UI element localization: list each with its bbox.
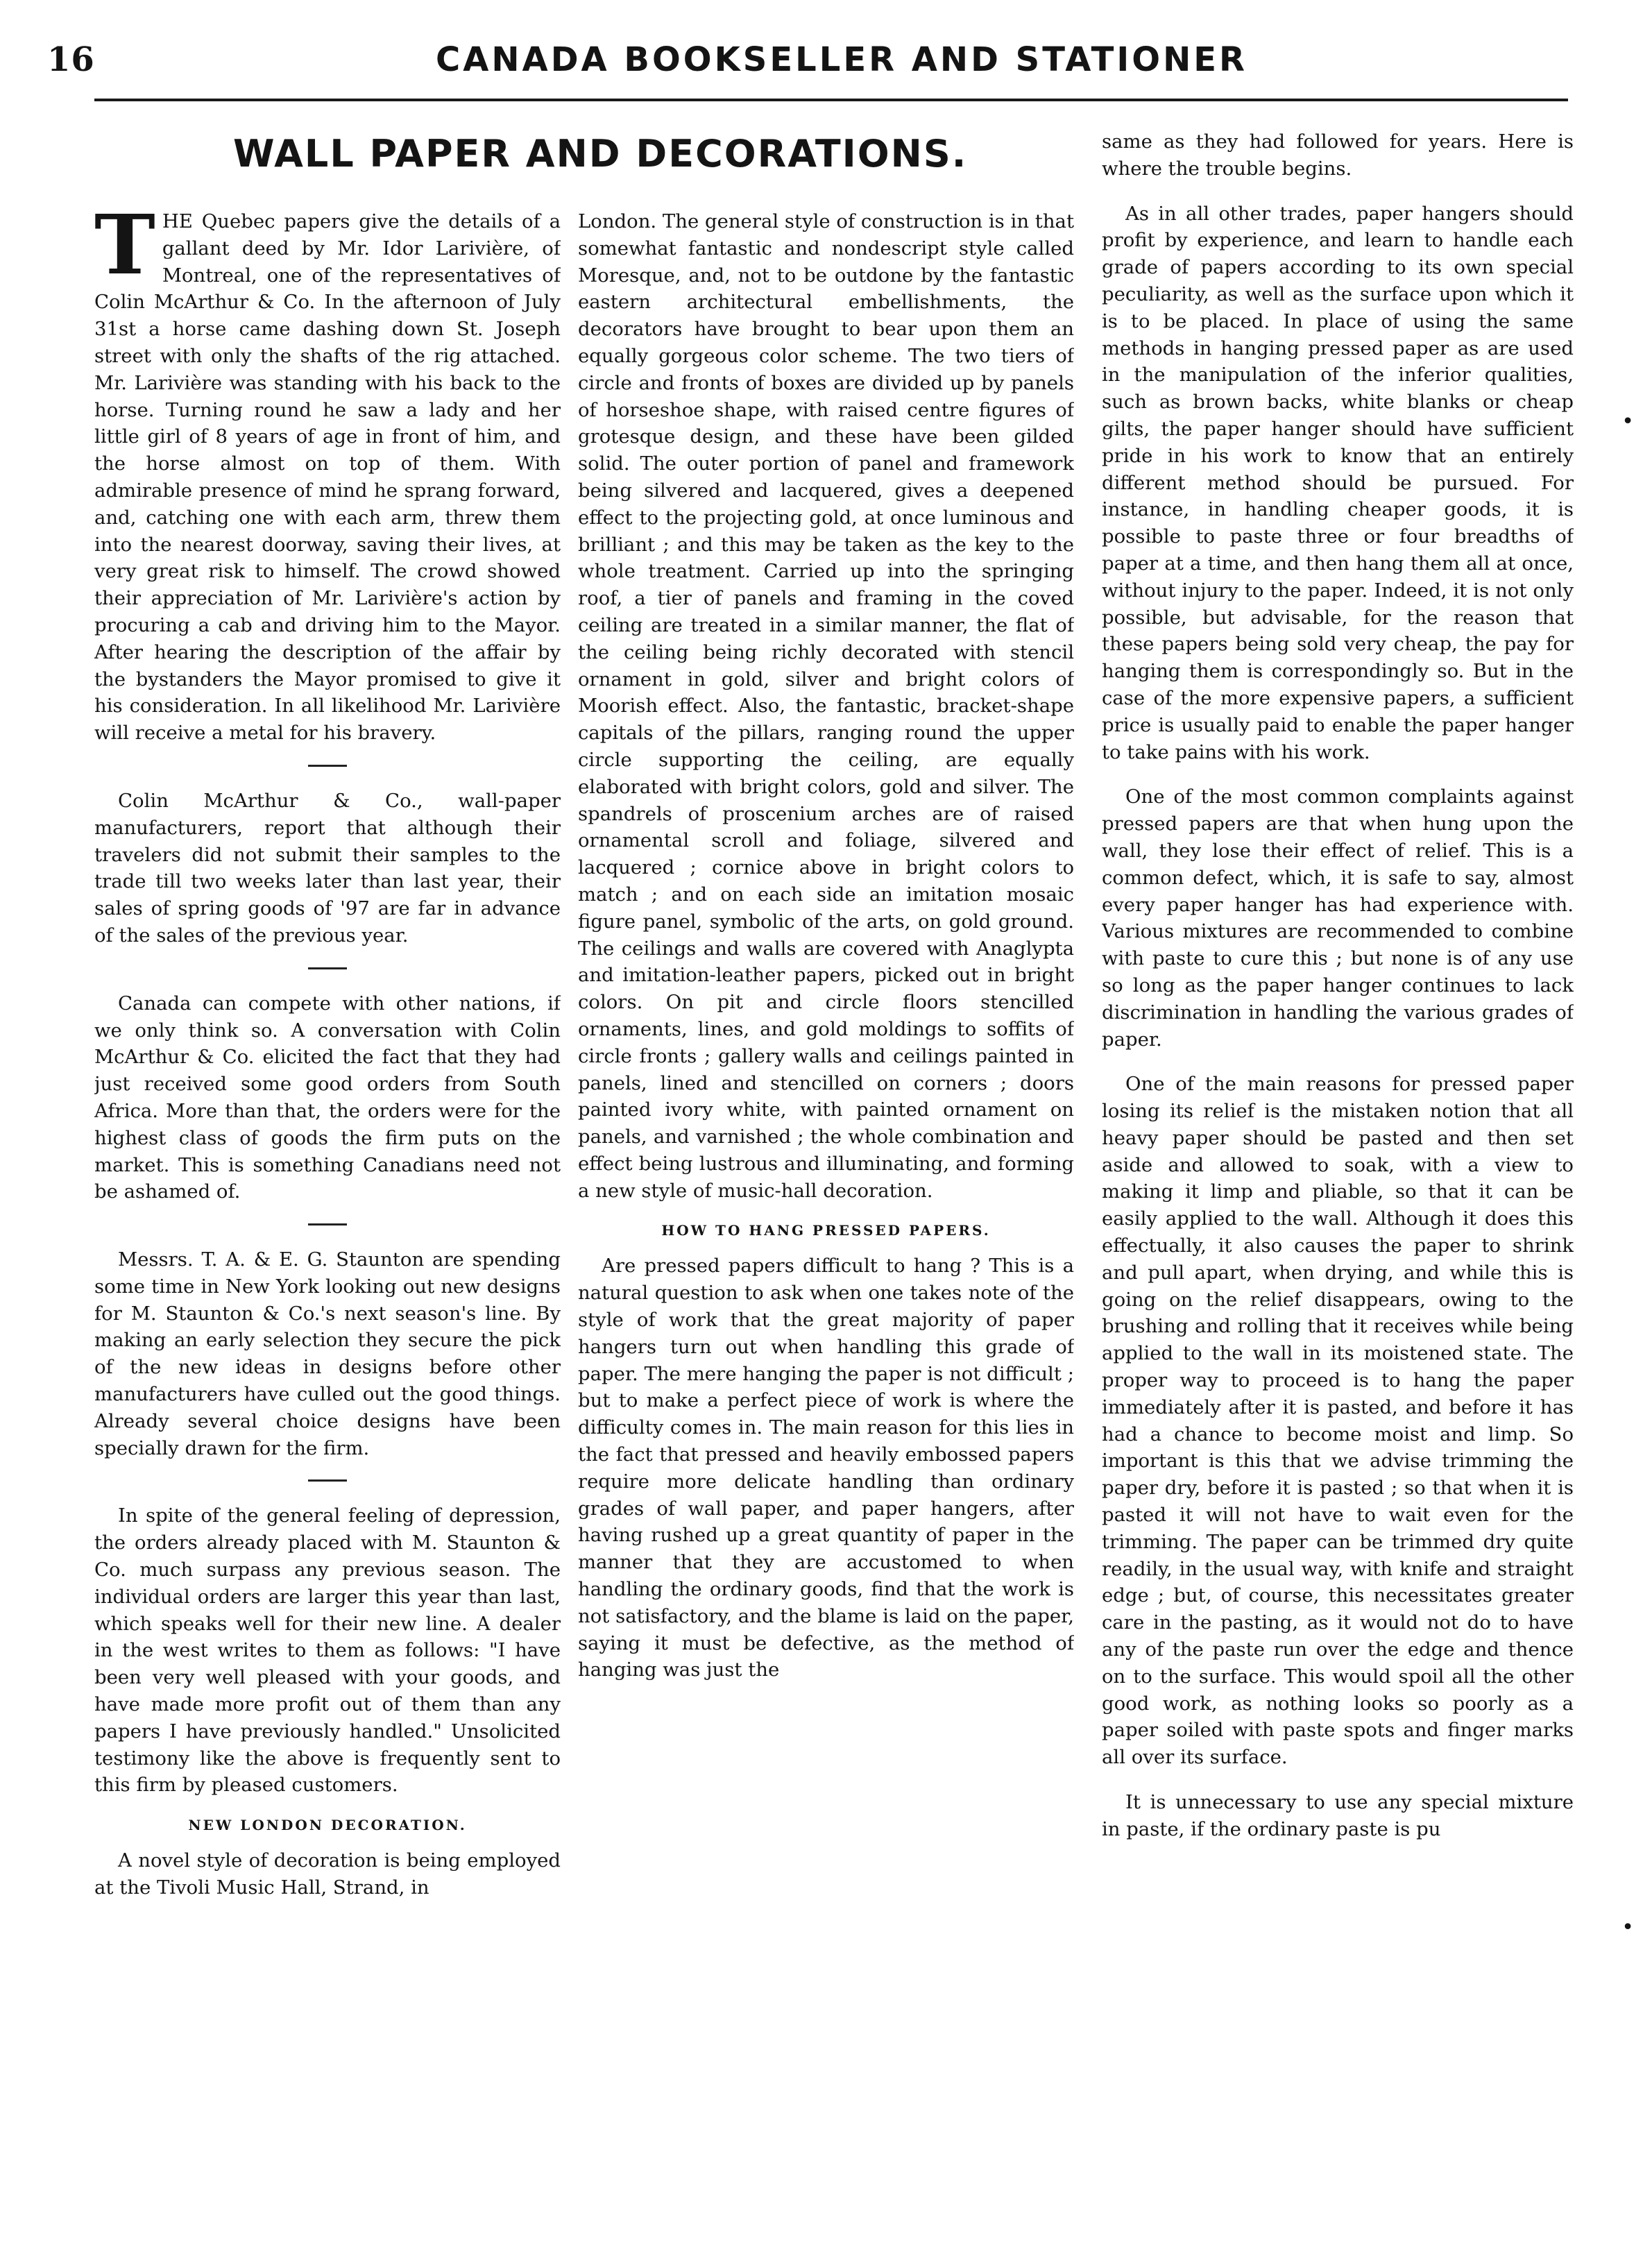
article-title: WALL PAPER AND DECORATIONS. <box>233 132 968 176</box>
section-separator <box>308 967 347 969</box>
section-subheading: NEW LONDON DECORATION. <box>188 1817 467 1834</box>
paragraph: A novel style of decoration is being employed at the Tivoli Music Hall, Strand, in <box>94 1849 561 1899</box>
column-left <box>94 208 561 2207</box>
paragraph: As in all other trades, paper hangers should profit by experience, and learn to handle each grade of papers according to its own special peculiarity, as well as the surface upon which it is to be placed. In place of using the same methods in hanging pressed paper as are used in the manipulation of the inferior qualities, such as brown backs, white blanks or cheap gilts, the paper hanger should have sufficient pride in his work to know that an entirely different method should be pursued. For instance, in handling cheaper goods, it is possible to paste three or four breadths of paper at a time, and then hang them all at once, without injury to the paper. Indeed, it is not only possible, but advisable, for the reason that these papers being sold very cheap, the pay for hanging them is correspondingly so. But in the case of the more expensive papers, a sufficient price is usually paid to enable the paper hanger to take pains with his work. <box>1102 202 1574 763</box>
section-separator <box>308 1223 347 1225</box>
column-middle <box>578 208 1074 2207</box>
header-rule <box>94 99 1568 101</box>
page-header <box>47 40 1574 90</box>
paragraph: In spite of the general feeling of depression, the orders already placed with M. Staunton & Co. much surpass any previous season. The individual orders are larger this year than last, which speaks well for their new line. A dealer in the west writes to them as follows: "I have been very well pleased with your goods, and have made more profit out of them than any papers I have previously handled." Unsolicited testimony like the above is frequently sent to this firm by pleased customers. <box>94 1504 561 1797</box>
paragraph: It is unnecessary to use any special mixture in paste, if the ordinary paste is pu <box>1102 1791 1574 1840</box>
section-separator <box>308 765 347 767</box>
paragraph: Are pressed papers difficult to hang ? This is a natural question to ask when one takes note of the style of work that the great majority of paper hangers turn out when handling this grade of paper. The mere hanging the paper is not difficult ; but to make a perfect piece of work is where the difficulty comes in. The main reason for this lies in the fact that pressed and heavily embossed papers require more delicate handling than ordinary grades of wall paper, and paper hangers, after having rushed up a great quantity of paper in the manner that they are accustomed to when handling the ordinary goods, find that the work is not satisfactory, and the blame is laid on the paper, saying it must be defective, as the method of hanging was just the <box>578 1255 1074 1681</box>
margin-speck: • <box>1621 1915 1634 1940</box>
paragraph: Messrs. T. A. & E. G. Staunton are spending some time in New York looking out new designs for M. Staunton & Co.'s next season's line. By making an early selection they secure the pick of the new ideas in designs before other manufacturers have culled out the good things. Already several choice designs have been specially drawn for the firm. <box>94 1248 561 1459</box>
column-right <box>1102 128 1574 2203</box>
margin-speck: • <box>1621 409 1634 434</box>
drop-cap: T <box>94 208 155 293</box>
paragraph: London. The general style of construction is in that somewhat fantastic and nondescript style called Moresque, and, not to be outdone by the fantastic eastern architectural embellishments, the decorators have brought to bear upon them an equally gorgeous color scheme. The two tiers of circle and fronts of boxes are divided up by panels of horseshoe shape, with raised centre figures of grotesque design, and these have been gilded solid. The outer portion of panel and framework being silvered and lacquered, gives a deepened effect to the projecting gold, at once luminous and brilliant ; and this may be taken as the key to the whole treatment. Carried up into the springing roof, a tier of panels and framing in the coved ceiling are treated in a similar manner, the flat of the ceiling being richly decorated with stencil ornament in gold, silver and bright colors of Moorish effect. Also, the fantastic, bracket-shape capitals of the pillars, ranging round the upper circle supporting the ceiling, are equally elaborated with bright colors, gold and silver. The spandrels of proscenium arches are of raised ornamental scroll and foliage, silvered and lacquered ; cornice above in bright colors to match ; and on each side an imitation mosaic figure panel, symbolic of the arts, on gold ground. The ceilings and walls are covered with Anaglypta and imitation-leather papers, picked out in bright colors. On pit and circle floors stencilled ornaments, lines, and gold moldings to soffits of circle fronts ; gallery walls and ceilings painted in panels, lined and stencilled on corners ; doors painted ivory white, with painted ornament on panels, and varnished ; the whole combination and effect being lustrous and illuminating, and forming a new style of music-hall decoration. <box>578 210 1074 1202</box>
paragraph: Canada can compete with other nations, if we only think so. A conversation with Colin McArthur & Co. elicited the fact that they had just received some good orders from South Africa. More than that, the orders were for the highest class of goods the firm puts on the market. This is something Canadians need not be ashamed of. <box>94 992 561 1203</box>
section-subheading: HOW TO HANG PRESSED PAPERS. <box>661 1222 991 1239</box>
paragraph <box>94 208 561 747</box>
page-number: 16 <box>47 40 95 79</box>
paragraph: same as they had followed for years. Here is where the trouble begins. <box>1102 130 1574 180</box>
paragraph: One of the most common complaints against pressed papers are that when hung upon the wall, they lose their effect of relief. This is a common defect, which, it is safe to say, almost every paper hanger has had experience with. Various mixtures are recommended to combine with paste to cure this ; but none is of any use so long as the paper hanger continues to lack discrimination in handling the various grades of paper. <box>1102 786 1574 1051</box>
paragraph-text: HE Quebec papers give the details of a gallant deed by Mr. Idor Larivière, of Montreal, one of the representatives of Colin McArthur & Co. In the afternoon of July 31st a horse came dashing down St. Joseph street with only the shafts of the rig attached. Mr. Larivière was standing with his back to the horse. Turning round he saw a lady and her little girl of 8 years of age in front of him, and the horse almost on top of them. With admirable presence of mind he sprang forward, and, catching one with each arm, threw them into the nearest doorway, saving their lives, at very great risk to himself. The crowd showed their appreciation of Mr. Larivière's action by procuring a cab and driving him to the Mayor. After hearing the description of the affair by the bystanders the Mayor promised to give it his consideration. In all likelihood Mr. Larivière will receive a metal for his bravery. <box>94 210 561 745</box>
paragraph: One of the main reasons for pressed paper losing its relief is the mistaken notion that all heavy paper should be pasted and then set aside and allowed to soak, with a view to making it limp and pliable, so that it can be easily applied to the wall. Although it does this effectually, it also causes the paper to shrink and pull apart, when drying, and while this is going on the relief disappears, owing to the brushing and rolling that it receives while being applied to the wall in its moistened state. The proper way to proceed is to hang the paper immediately after it is pasted, and before it has had a chance to become moist and limp. So important is this that we advise trimming the paper dry, before it is pasted ; so that when it is pasted it will not have to wait even for the trimming. The paper can be trimmed dry quite readily, in the usual way, with knife and straight edge ; but, of course, this necessitates greater care in the pasting, as it would not do to have any of the paste run over the edge and thence on to the surface. This would spoil all the other good work, as nothing looks so poorly as a paper soiled with paste spots and finger marks all over its surface. <box>1102 1073 1574 1769</box>
paragraph: Colin McArthur & Co., wall-paper manufacturers, report that although their travelers did not submit their samples to the trade till two weeks later than last year, their sales of spring goods of '97 are far in advance of the sales of the previous year. <box>94 789 561 947</box>
journal-title: CANADA BOOKSELLER AND STATIONER <box>436 40 1247 79</box>
section-separator <box>308 1479 347 1482</box>
